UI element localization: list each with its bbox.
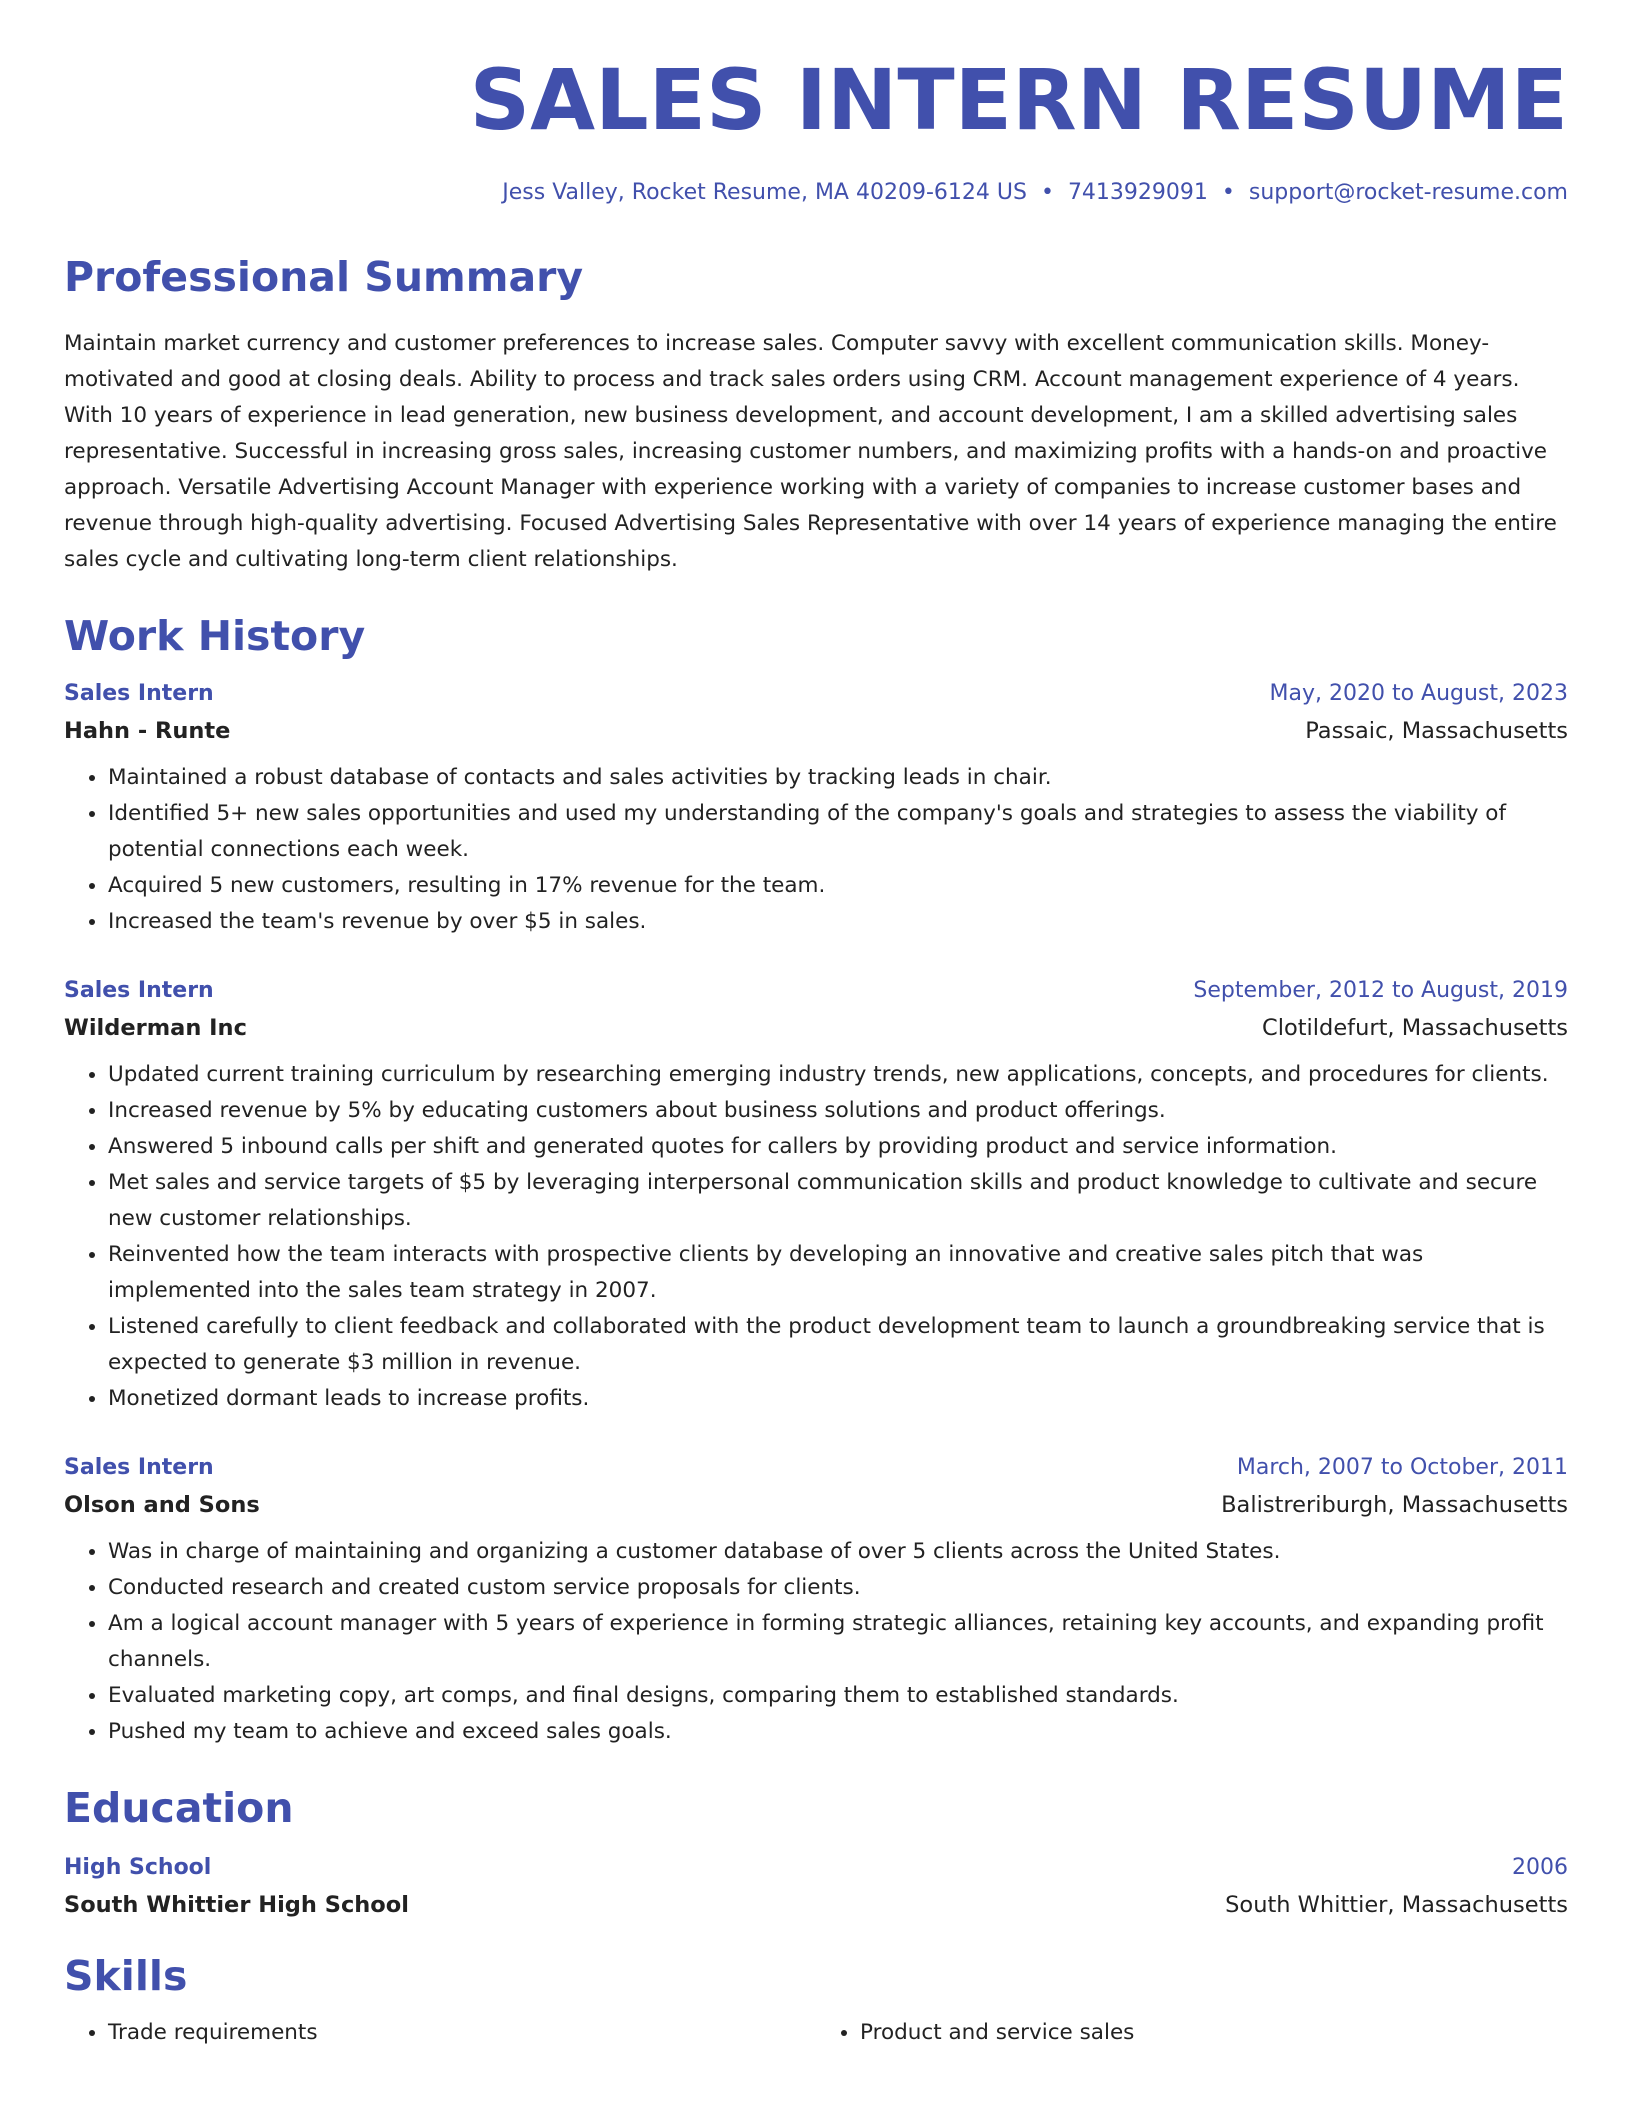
- job-bullets: [64, 1534, 1568, 1750]
- resume-page: [64, 0, 1568, 2051]
- work-history-heading: Work History: [64, 612, 366, 660]
- skills-column: [64, 2015, 816, 2051]
- job-bullet: • Updated current training curriculum by researching emerging industry trends, new applications, concepts, and procedures for clients.: [108, 1057, 1568, 1093]
- job-bullet: • Am a logical account manager with 5 years of experience in forming strategic alliances, retaining key accounts, and expanding profit channels.: [108, 1606, 1568, 1678]
- skills-heading: Skills: [64, 1952, 188, 2000]
- job-role: Sales Intern: [64, 681, 214, 706]
- summary-heading: Professional Summary: [64, 253, 584, 301]
- job-bullet: • Met sales and service targets of $5 by leveraging interpersonal communication skills and product knowledge to cultivate and secure new customer relationships.: [108, 1165, 1568, 1237]
- job-company: Wilderman Inc: [64, 1015, 247, 1041]
- skill-item: • Product and service sales: [860, 2015, 1568, 2051]
- job-bullet: • Monetized dormant leads to increase profits.: [108, 1381, 1568, 1417]
- job-location: Clotildefurt, Massachusetts: [1262, 1015, 1568, 1041]
- job-company: Hahn - Runte: [64, 718, 231, 744]
- job-bullet: • Evaluated marketing copy, art comps, and final designs, comparing them to established standards.: [108, 1678, 1568, 1714]
- job-location: Balistreriburgh, Massachusetts: [1221, 1492, 1568, 1518]
- job-bullets: [64, 1057, 1568, 1417]
- education-heading: Education: [64, 1784, 294, 1832]
- contact-line: [64, 180, 1568, 205]
- skill-item: • Trade requirements: [108, 2015, 816, 2051]
- education-entry: [64, 1855, 1568, 1918]
- education-degree: High School: [64, 1855, 212, 1880]
- education-year: 2006: [1512, 1855, 1568, 1880]
- summary-text: Maintain market currency and customer preferences to increase sales. Computer savvy with excellent communication skills. Money-motivated and good at closing deals. Ability to process and track sales orders using CRM. Account management experience of 4 years. With 10 years of experience in lead generation, new business development, and account development, I am a skilled advertising sales representative. Successful in increasing gross sales, increasing customer numbers, and maximizing profits with a hands-on and proactive approach. Versatile Advertising Account Manager with experience working with a variety of companies to increase customer bases and revenue through high-quality advertising. Focused Advertising Sales Representative with over 14 years of experience managing the entire sales cycle and cultivating long-term client relationships.: [64, 331, 1557, 572]
- job-bullet: • Reinvented how the team interacts with prospective clients by developing an innovative and creative sales pitch that was implemented into the sales team strategy in 2007.: [108, 1237, 1568, 1309]
- job-entry: [64, 1455, 1568, 1750]
- job-header-row: [64, 1455, 1568, 1480]
- skills-column: [816, 2015, 1568, 2051]
- job-bullet: • Conducted research and created custom service proposals for clients.: [108, 1570, 1568, 1606]
- job-role: Sales Intern: [64, 978, 214, 1003]
- job-company-row: [64, 718, 1568, 744]
- job-bullet: • Acquired 5 new customers, resulting in 17% revenue for the team.: [108, 868, 1568, 904]
- job-bullet: • Was in charge of maintaining and organizing a customer database of over 5 clients across the United States.: [108, 1534, 1568, 1570]
- job-bullets: [64, 760, 1568, 940]
- contact-separator: •: [1221, 180, 1235, 205]
- contact-phone: 7413929091: [1067, 180, 1208, 205]
- job-bullet: • Increased the team's revenue by over $5 in sales.: [108, 904, 1568, 940]
- job-company: Olson and Sons: [64, 1492, 260, 1518]
- resume-title: SALES INTERN RESUME: [469, 51, 1568, 149]
- job-dates: September, 2012 to August, 2019: [1193, 978, 1568, 1003]
- education-location: South Whittier, Massachusetts: [1225, 1892, 1568, 1918]
- job-entry: [64, 681, 1568, 940]
- contact-address: Jess Valley, Rocket Resume, MA 40209-6124 US: [502, 180, 1027, 205]
- job-bullet: • Pushed my team to achieve and exceed sales goals.: [108, 1714, 1568, 1750]
- job-dates: March, 2007 to October, 2011: [1236, 1455, 1568, 1480]
- job-dates: May, 2020 to August, 2023: [1269, 681, 1568, 706]
- job-header-row: [64, 681, 1568, 706]
- education-school: South Whittier High School: [64, 1892, 409, 1918]
- skills-list: [64, 2015, 1568, 2051]
- job-bullet: • Maintained a robust database of contacts and sales activities by tracking leads in chair.: [108, 760, 1568, 796]
- contact-separator: •: [1040, 180, 1054, 205]
- education-school-row: [64, 1892, 1568, 1918]
- job-bullet: • Increased revenue by 5% by educating customers about business solutions and product offerings.: [108, 1093, 1568, 1129]
- job-entry: [64, 978, 1568, 1417]
- education-header-row: [64, 1855, 1568, 1880]
- job-bullet: • Answered 5 inbound calls per shift and generated quotes for callers by providing product and service information.: [108, 1129, 1568, 1165]
- job-bullet: • Identified 5+ new sales opportunities and used my understanding of the company's goals and strategies to assess the viability of potential connections each week.: [108, 796, 1568, 868]
- job-role: Sales Intern: [64, 1455, 214, 1480]
- job-company-row: [64, 1015, 1568, 1041]
- job-company-row: [64, 1492, 1568, 1518]
- job-header-row: [64, 978, 1568, 1003]
- job-bullet: • Listened carefully to client feedback and collaborated with the product development team to launch a groundbreaking service that is expected to generate $3 million in revenue.: [108, 1309, 1568, 1381]
- job-location: Passaic, Massachusetts: [1305, 718, 1568, 744]
- contact-email: support@rocket-resume.com: [1248, 180, 1568, 205]
